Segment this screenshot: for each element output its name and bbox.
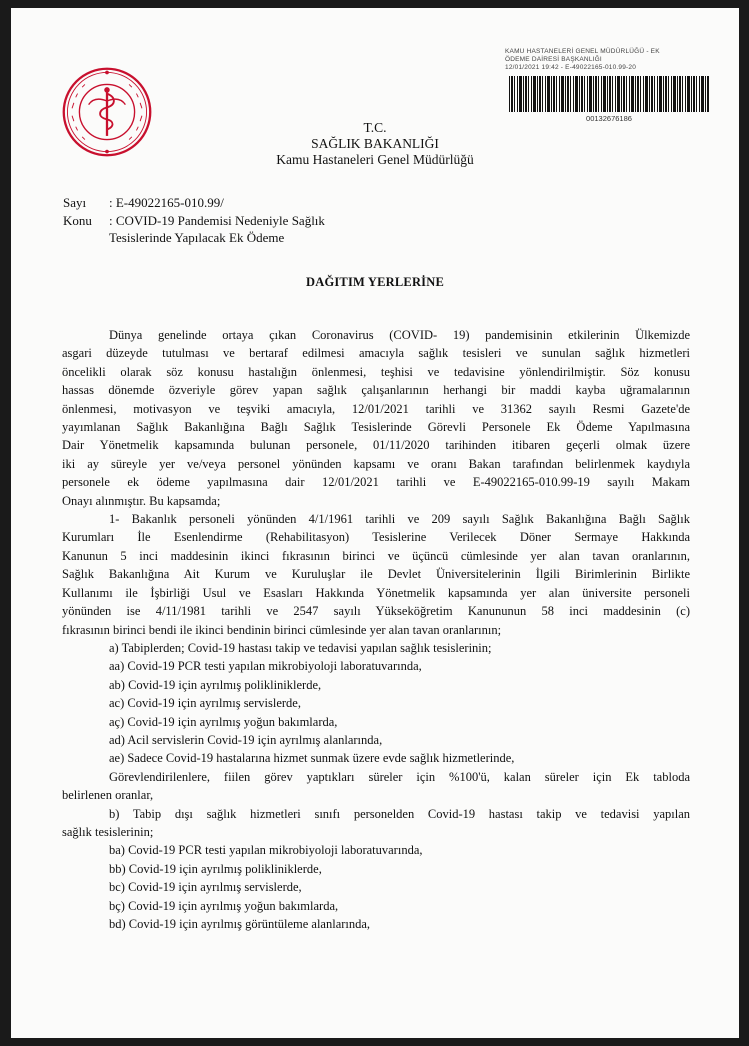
barcode-number: 00132676186: [586, 114, 632, 123]
list-item: a) Tabiplerden; Covid-19 hastası takip ve tedavisi yapılan sağlık tesislerinin;: [109, 640, 492, 655]
text-line: öncelikli olarak söz konusu hastalığın önlenmesi, teşhisi ve tedavisine yönlendirilmiştir. Söz konusu: [62, 364, 690, 379]
sayi-label: Sayı: [63, 195, 87, 210]
text-line: Dair Yönetmelik kapsamında bulunan personele, 01/11/2020 tarihinden itibaren geçerli olmak üzere: [62, 438, 690, 453]
text-line: Görevlendirilenlere, fiilen görev yaptıkları süreler için %100'ü, kalan süreler için Ek tabloda: [109, 769, 690, 784]
list-item: bc) Covid-19 için ayrılmış servislerde,: [109, 880, 302, 895]
text-line: Sağlık Bakanlığına Ait Kurum ve Kuruluşlar ile Devlet Üniversitelerinin İlgili Birimlerinin Birlikte: [62, 567, 690, 582]
list-item: bb) Covid-19 için ayrılmış polikliniklerde,: [109, 861, 322, 876]
text-line: personele ek ödeme yapılmasına dair 12/01/2021 tarihli ve E-49022165-010.99-19 sayılı Makam: [62, 475, 690, 490]
recipient-heading: DAĞITIM YERLERİNE: [305, 275, 445, 289]
text-line: yayımlanan Sağlık Bakanlığına Bağlı Sağlık Tesislerinde Görevli Personele Ek Ödeme Yapılmasına: [62, 420, 690, 435]
barcode-block: [505, 48, 721, 123]
konu-label: Konu: [63, 213, 92, 228]
list-item: ae) Sadece Covid-19 hastalarına hizmet sunmak üzere evde sağlık hizmetlerinde,: [109, 751, 515, 766]
text-line: fıkrasının birinci bendi ile ikinci bendinin birinci cümlesinde yer alan tavan oranlarının;: [62, 622, 502, 637]
text-line: Kurumları İle Esenlendirme (Rehabilitasyon) Tesislerine Verilecek Döner Sermaye Hakkında: [62, 530, 690, 545]
sayi-value: : E-49022165-010.99/: [109, 195, 224, 210]
list-item: bç) Covid-19 için ayrılmış yoğun bakımlarda,: [109, 898, 339, 913]
barcode-icon: [509, 76, 709, 112]
barcode-text-line: KAMU HASTANELERİ GENEL MÜDÜRLÜĞÜ - EK: [505, 48, 660, 55]
text-line: Kullanımı ile İşbirliği Usul ve Esasları Hakkında Yönetmelik kapsamında yer alan üniversite personeli: [62, 585, 690, 600]
text-line: b) Tabip dışı sağlık hizmetleri sınıfı personelden Covid-19 hastası takip ve tedavisi yapılan: [109, 806, 690, 821]
text-line: yönünden ise 4/11/1981 tarihli ve 2547 sayılı Yükseköğretim Kanununun 58 inci maddesinin (c): [62, 604, 690, 619]
header-ministry: SAĞLIK BAKANLIĞI: [311, 136, 439, 151]
barcode-text-line: ÖDEME DAİRESİ BAŞKANLIĞI: [505, 56, 602, 63]
sayi-row: [63, 194, 224, 212]
list-item: ba) Covid-19 PCR testi yapılan mikrobiyoloji laboratuvarında,: [109, 843, 423, 858]
text-line: sağlık tesislerinin;: [62, 824, 154, 839]
text-line: iki ay süreyle yer ve/veya personel yönünden kapsamı ve oranı Bakan tarafından belirlenmek kaydıyla: [62, 456, 690, 471]
list-item: ac) Covid-19 için ayrılmış servislerde,: [109, 696, 301, 711]
document-body: [62, 326, 690, 933]
konu-row: [63, 212, 325, 230]
header-directorate: Kamu Hastaneleri Genel Müdürlüğü: [276, 152, 474, 167]
list-item: ad) Acil servislerin Covid-19 için ayrılmış alanlarında,: [109, 732, 383, 747]
text-line: önlenmesi, motivasyon ve teşviki amacıyla, 12/01/2021 tarihli ve 31362 sayılı Resmi Gazete'de: [62, 401, 690, 416]
header-tc: T.C.: [363, 120, 387, 135]
text-line: asgari düzeyde tutulması ve bertaraf edilmesi amacıyla sağlık tesisleri ve sunulan sağlık hizmetleri: [62, 346, 690, 361]
text-line: hassas dönemde özveriyle görev yapan sağlık çalışanlarının herhangi bir maddi kayba uğramalarının: [62, 383, 690, 398]
document-page: [11, 8, 739, 1038]
text-line: Onayı alınmıştır. Bu kapsamda;: [62, 493, 221, 508]
list-item: aa) Covid-19 PCR testi yapılan mikrobiyoloji laboratuvarında,: [109, 659, 422, 674]
barcode-text-line: 12/01/2021 19:42 - E-49022165-010.99-20: [505, 64, 637, 71]
list-item: bd) Covid-19 için ayrılmış görüntüleme alanlarında,: [109, 917, 371, 931]
text-line: Dünya genelinde ortaya çıkan Coronavirus (COVID- 19) pandemisinin etkilerinin Ülkemizde: [109, 328, 690, 342]
konu-line-2: Tesislerinde Yapılacak Ek Ödeme: [109, 230, 285, 245]
konu-value: : COVID-19 Pandemisi Nedeniyle Sağlık: [109, 213, 325, 228]
text-line: Kanunun 5 inci maddesinin ikinci fıkrasının birinci ve üçüncü cümlesinde yer alan tavan oranlarının,: [62, 548, 690, 563]
list-item: aç) Covid-19 için ayrılmış yoğun bakımlarda,: [109, 714, 338, 729]
text-line: belirlenen oranlar,: [62, 788, 154, 803]
list-item: ab) Covid-19 için ayrılmış polikliniklerde,: [109, 677, 322, 692]
text-line: 1- Bakanlık personeli yönünden 4/1/1961 tarihli ve 209 sayılı Sağlık Bakanlığına Bağlı Sağlık: [109, 512, 690, 527]
